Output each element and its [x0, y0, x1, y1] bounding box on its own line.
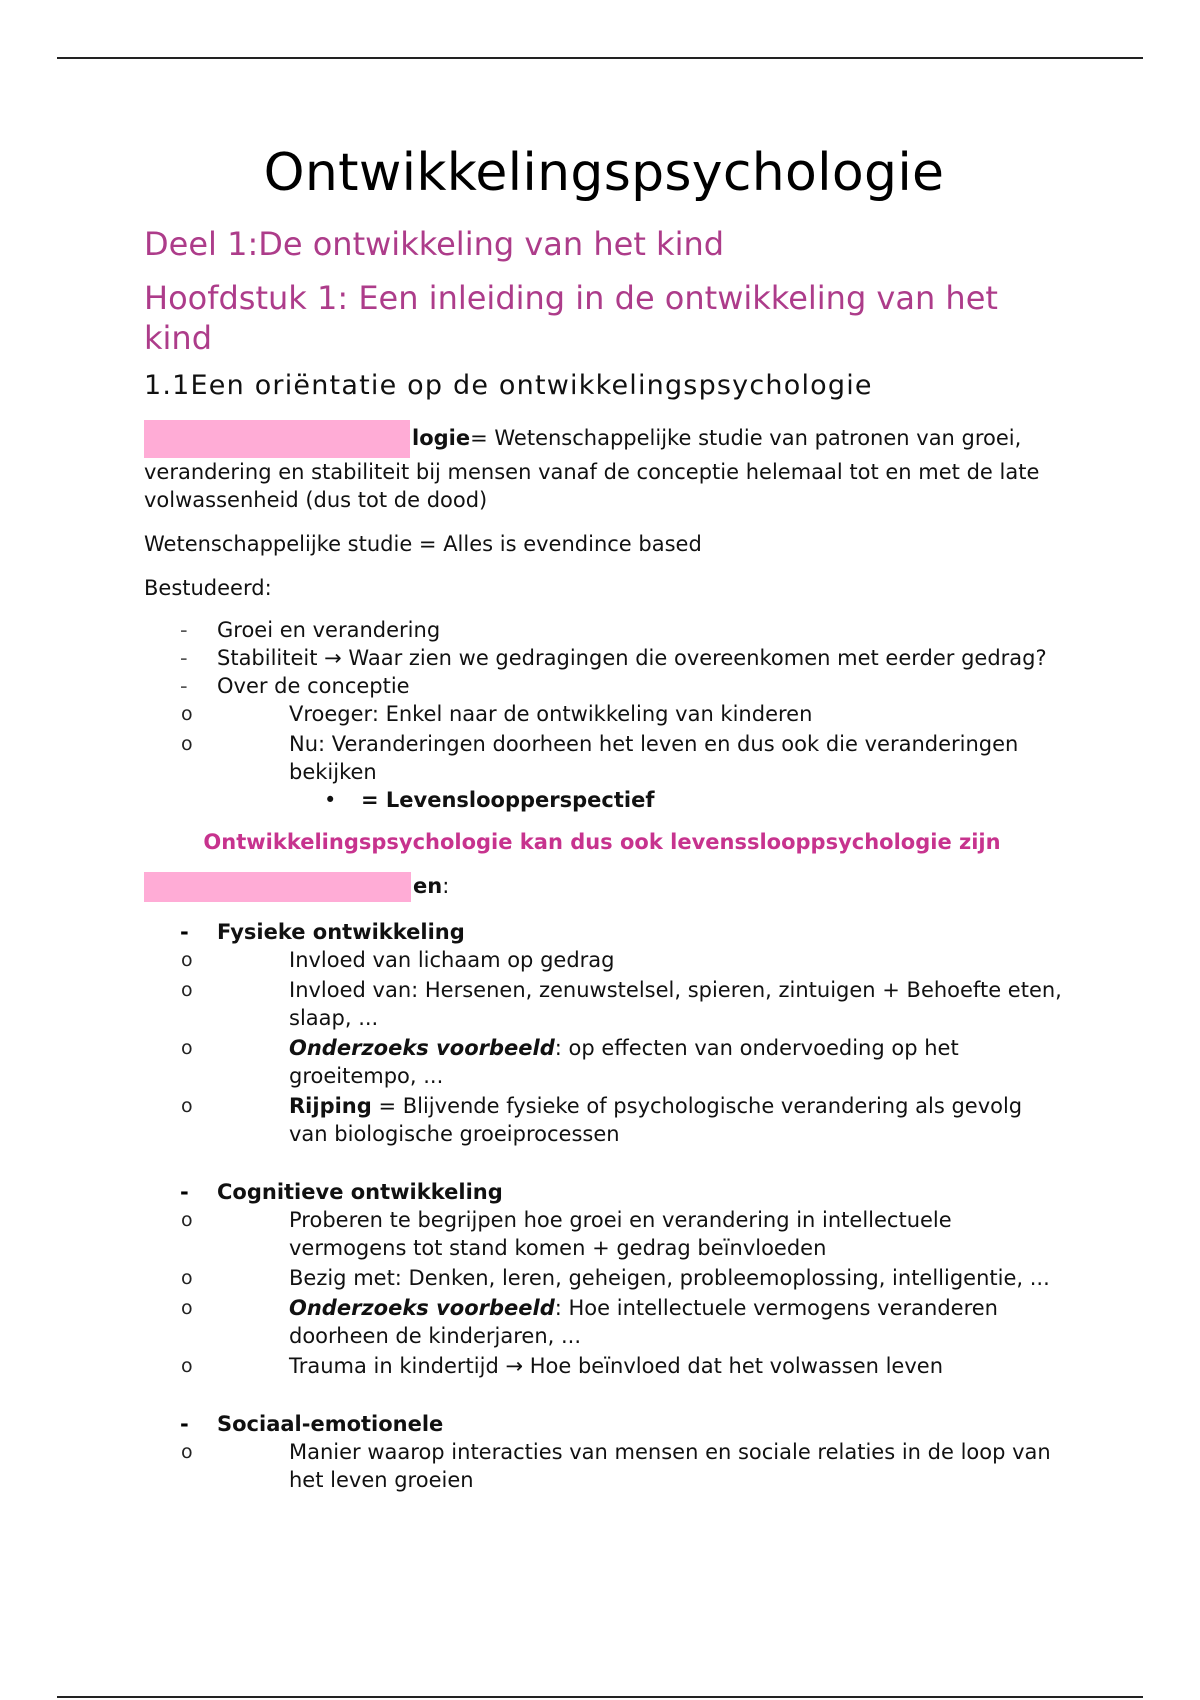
sublist-item-text: : op effecten van ondervoeding op het groeitempo, ...: [289, 1036, 959, 1088]
circle-marker: o: [181, 1267, 193, 1289]
part-heading: Deel 1:De ontwikkeling van het kind: [144, 225, 725, 263]
circle-marker: o: [181, 1355, 193, 1377]
domains-label: [144, 872, 1064, 902]
top-rule: [57, 57, 1143, 59]
list-item: [144, 672, 1064, 814]
example-lead: Onderzoeks voorbeeld: [289, 1296, 555, 1320]
domain-item: [144, 1178, 1064, 1380]
circle-marker: o: [181, 1095, 193, 1117]
bullet-marker: •: [324, 788, 337, 812]
definition-paragraph: [144, 420, 1064, 514]
dash-marker: -: [180, 618, 188, 642]
definition-equals: =: [470, 426, 488, 450]
term-lead: Rijping: [289, 1094, 372, 1118]
physical-sublist: [144, 946, 1064, 1148]
circle-marker: o: [181, 979, 193, 1001]
circle-marker: o: [181, 949, 193, 971]
list-item-text: Over de conceptie: [217, 674, 410, 698]
sublist-item: [144, 976, 1064, 1032]
sublist-item-text: Nu: Veranderingen doorheen het leven en dus ook die veranderingen bekijken: [289, 732, 1019, 784]
sublist-item: [144, 1294, 1064, 1350]
domain-item: [144, 918, 1064, 1148]
dash-marker: -: [180, 646, 188, 670]
document-title: Ontwikkelingspsychologie: [263, 143, 945, 203]
circle-marker: o: [181, 703, 193, 725]
circle-marker: o: [181, 733, 193, 755]
list-item-text: Stabiliteit → Waar zien we gedragingen die overeenkomen met eerder gedrag?: [217, 646, 1047, 670]
dash-marker: -: [180, 1180, 189, 1204]
definition-term: logie: [412, 426, 471, 450]
domains-label-colon: :: [442, 874, 450, 898]
example-lead: Onderzoeks voorbeeld: [289, 1036, 555, 1060]
scientific-note: Wetenschappelijke studie = Alles is evendince based: [144, 532, 702, 556]
social-sublist: [144, 1438, 1064, 1494]
redaction-block: [144, 420, 410, 458]
lifespan-sublist: [144, 786, 1064, 814]
sublist-item: [144, 730, 1064, 814]
lifespan-text: = Levensloopperspectief: [361, 788, 655, 812]
domain-title: Cognitieve ontwikkeling: [217, 1180, 503, 1204]
domain-title: Sociaal-emotionele: [217, 1412, 444, 1436]
domain-item: [144, 1410, 1064, 1494]
sublist-item: [144, 1092, 1064, 1148]
chapter-heading: Hoofdstuk 1: Een inleiding in de ontwikkeling van het kind: [144, 279, 998, 357]
definition-text: Wetenschappelijke studie van patronen van groei, verandering en stabiliteit bij mensen vanaf de conceptie helemaal tot en met de late volwassenheid (dus tot de dood): [144, 426, 1040, 512]
circle-marker: o: [181, 1441, 193, 1463]
sublist-item: [144, 1034, 1064, 1090]
cognitive-sublist: [144, 1206, 1064, 1380]
sublist-item-text: Invloed van lichaam op gedrag: [289, 948, 615, 972]
circle-marker: o: [181, 1297, 193, 1319]
dash-marker: -: [180, 920, 189, 944]
sublist-item: [144, 1206, 1064, 1262]
sublist-item: [144, 946, 1064, 974]
conception-sublist: [144, 700, 1064, 814]
physical-domain-list: [144, 918, 1064, 1148]
emphasis-line: Ontwikkelingspsychologie kan dus ook levensslooppsychologie zijn: [203, 830, 1001, 854]
lifespan-item: [144, 786, 1064, 814]
studied-list: [144, 616, 1064, 814]
sublist-item-text: Proberen te begrijpen hoe groei en verandering in intellectuele vermogens tot stand komen + gedrag beïnvloeden: [289, 1208, 952, 1260]
domain-title: Fysieke ontwikkeling: [217, 920, 465, 944]
sublist-item: [144, 700, 1064, 728]
list-item-text: Groei en verandering: [217, 618, 441, 642]
domains-label-text: en: [413, 874, 443, 898]
dash-marker: -: [180, 1412, 189, 1436]
cognitive-domain-list: [144, 1178, 1064, 1380]
list-item: [144, 616, 1064, 644]
redaction-block: [144, 872, 411, 902]
sublist-item: [144, 1352, 1064, 1380]
sublist-item: [144, 1264, 1064, 1292]
circle-marker: o: [181, 1037, 193, 1059]
sublist-item-text: Vroeger: Enkel naar de ontwikkeling van kinderen: [289, 702, 813, 726]
sublist-item-text: = Blijvende fysieke of psychologische verandering als gevolg van biologische groeiprocessen: [289, 1094, 1023, 1146]
circle-marker: o: [181, 1209, 193, 1231]
sublist-item-text: Trauma in kindertijd → Hoe beïnvloed dat het volwassen leven: [289, 1354, 944, 1378]
document-page: [144, 140, 1064, 1494]
studied-label: Bestudeerd:: [144, 576, 272, 600]
sublist-item-text: : Hoe intellectuele vermogens veranderen doorheen de kinderjaren, ...: [289, 1296, 998, 1348]
bottom-rule: [57, 1696, 1143, 1698]
section-heading: 1.1Een oriëntatie op de ontwikkelingspsychologie: [144, 370, 873, 401]
sublist-item-text: Invloed van: Hersenen, zenuwstelsel, spieren, zintuigen + Behoefte eten, slaap, ...: [289, 978, 1062, 1030]
sublist-item-text: Bezig met: Denken, leren, geheigen, probleemoplossing, intelligentie, ...: [289, 1266, 1050, 1290]
sublist-item-text: Manier waarop interacties van mensen en sociale relaties in de loop van het leven groeien: [289, 1440, 1051, 1492]
sublist-item: [144, 1438, 1064, 1494]
list-item: [144, 644, 1064, 672]
dash-marker: -: [180, 674, 188, 698]
social-domain-list: [144, 1410, 1064, 1494]
